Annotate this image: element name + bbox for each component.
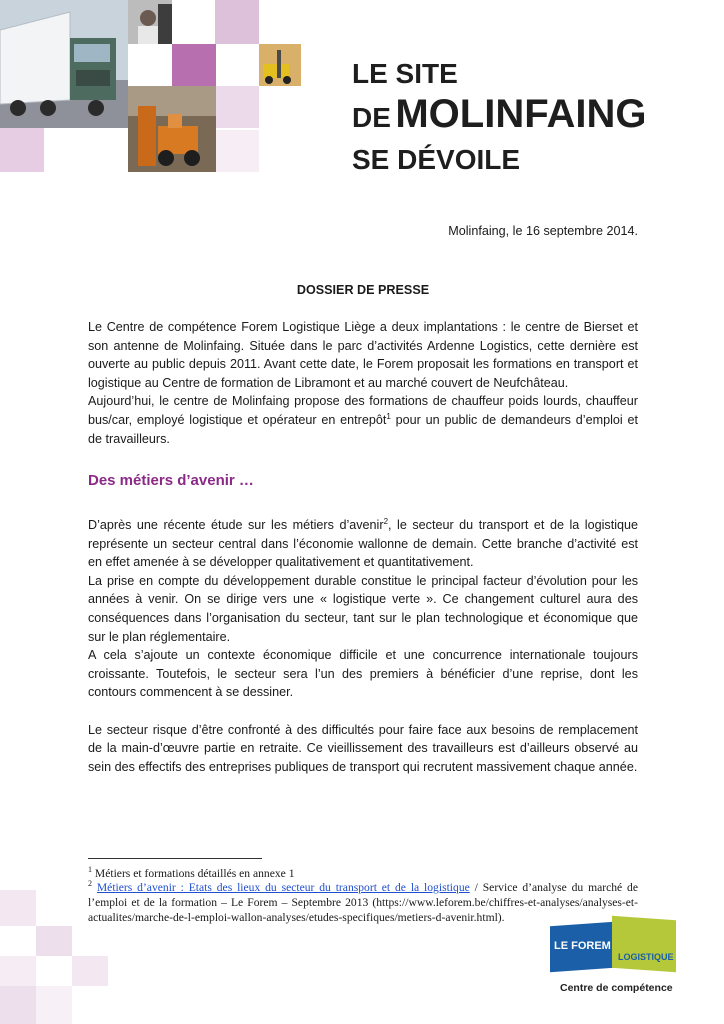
- decor-square: [36, 926, 72, 956]
- decor-square: [215, 0, 259, 44]
- date-line: Molinfaing, le 16 septembre 2014.: [448, 224, 638, 238]
- decor-square: [215, 86, 259, 128]
- decor-square: [0, 956, 36, 986]
- section-title: Des métiers d’avenir …: [88, 472, 254, 489]
- title-line-1: LE SITE: [352, 58, 458, 89]
- forklift-small-photo: [259, 44, 301, 86]
- footnote-2: $^2$ Métiers d’avenir : Etats des lieux du secteur du transport et de la logistique / Service d’analyse du marché de l’emploi et de la formation – Le Forem – Septembre 2013 (https://www.leforem.be/chiffres-et-analyses/analyses-et-actualites/marche-de-l-emploi-wallon-analyses/etudes-specifiques/metiers-d-avenir.html).: [88, 879, 638, 924]
- decor-square: [0, 890, 36, 926]
- section-paragraph: La prise en compte du développement durable constitue le principal facteur d’évolution pour les années à venir. On se dirige vers une « logistique verte ». Ce changement culturel aura des conséquences dans l’organisation du secteur, tant sur le plan technologique et économique que sur le plan réglementaire.: [88, 573, 638, 644]
- decor-square: [172, 44, 216, 86]
- logo-green-block: [612, 916, 676, 972]
- logo-caption: Centre de compétence: [560, 982, 673, 994]
- title-line-2-small: DE: [352, 102, 391, 133]
- paragraph-2: Aujourd’hui, le centre de Molinfaing propose des formations de chauffeur poids lourds, chauffeur bus/car, employé logistique et opérateur en entrepôt$^1$ pour un public de demandeurs d’emploi et de travailleurs.: [88, 394, 638, 446]
- press-heading: DOSSIER DE PRESSE: [296, 283, 430, 297]
- footnote-ref-1[interactable]: 1: [386, 411, 391, 421]
- forem-logo: [550, 918, 680, 1000]
- footnote-2-link[interactable]: Métiers d’avenir : Etats des lieux du secteur du transport et de la logistique: [96, 881, 470, 894]
- section-paragraph: Le secteur risque d’être confronté à des difficultés pour faire face aux besoins de remplacement de la main-d’œuvre partie en retraite. Ce vieillissement des travailleurs est d’ailleurs observé au sein des effectifs des entreprises publiques de transport qui recrutent massivement chaque année.: [88, 722, 638, 774]
- paragraph-1: Le Centre de compétence Forem Logistique Liège a deux implantations : le centre de Bierset et son antenne de Molinfaing. Située dans le parc d’activités Ardenne Logistics, cette dernière est ouverte au public depuis 2011. Avant cette date, le Forem proposait les formations en transport et logistique au Centre de formation de Libramont et au marché couvert de Neufchâteau.: [88, 320, 638, 390]
- forklift-photo: [128, 86, 216, 172]
- decor-square: [0, 986, 36, 1024]
- decor-square: [72, 956, 108, 986]
- logo-left-text: LE FOREM: [554, 940, 611, 952]
- driver-photo: [128, 0, 172, 44]
- footnote-1: $^1$ Métiers et formations détaillés en annexe 1: [88, 865, 295, 880]
- section-paragraph: A cela s’ajoute un contexte économique difficile et une concurrence internationale toujours croissante. Toutefois, le secteur sera l’un des premiers à bénéficier d’une reprise, dont les contours commencent à se dessiner.: [88, 648, 638, 700]
- section-paragraph: D’après une récente étude sur les métiers d’avenir$^2$, le secteur du transport et de la logistique représente un secteur central dans l’économie wallonne de demain. Cette branche d’activité est en effet amenée à se développer qualitativement et quantitativement.: [88, 516, 639, 570]
- section-body: [88, 516, 638, 776]
- decor-square: [36, 986, 72, 1024]
- footnote-divider: [88, 858, 262, 859]
- decor-square: [0, 128, 44, 172]
- footnote-ref-2[interactable]: 2: [383, 516, 389, 526]
- title-line-2-big: MOLINFAING: [395, 92, 647, 136]
- truck-photo: [0, 0, 128, 128]
- decor-square: [215, 130, 259, 172]
- title-line-3: SE DÉVOILE: [352, 144, 521, 175]
- intro-paragraph: [88, 318, 638, 448]
- logo-right-text: LOGISTIQUE: [618, 952, 674, 962]
